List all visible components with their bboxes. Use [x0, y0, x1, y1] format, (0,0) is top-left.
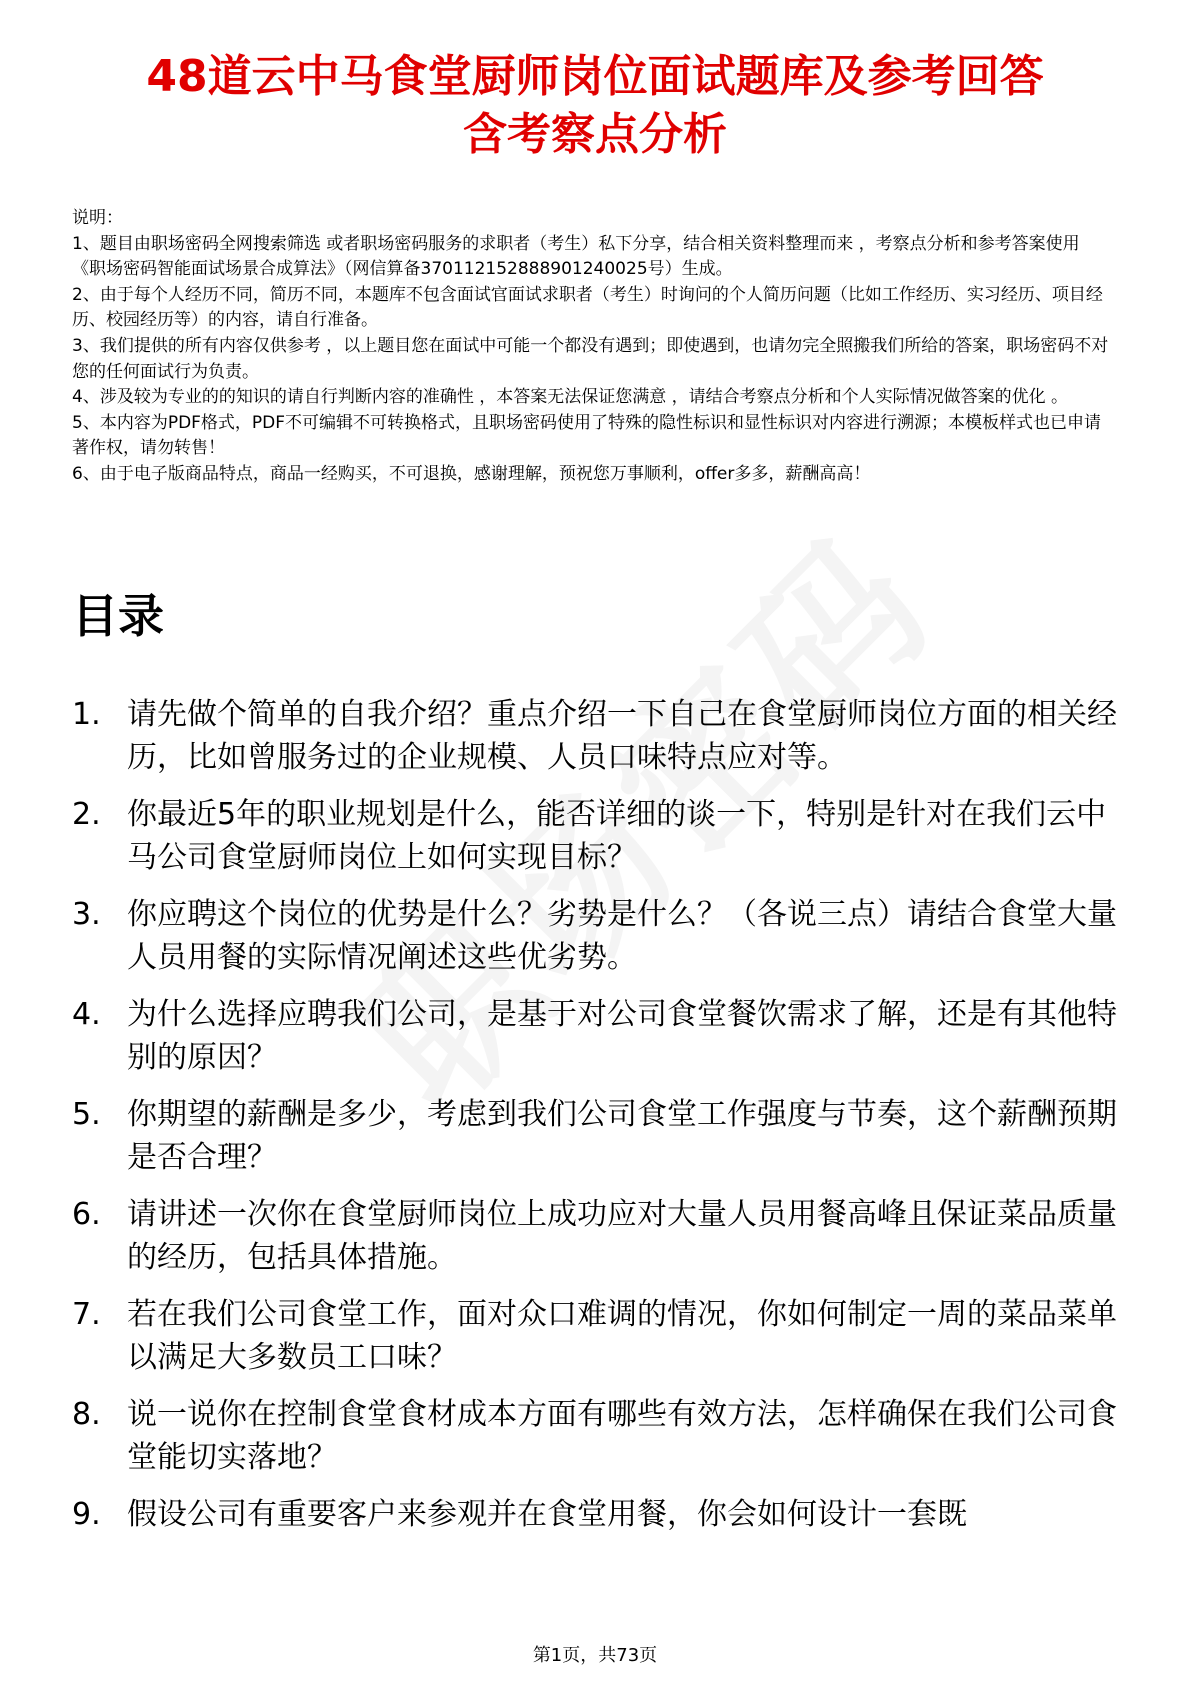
document-title [60, 48, 1130, 164]
toc-item-text: 请讲述一次你在食堂厨师岗位上成功应对大量人员用餐高峰且保证菜品质量的经历，包括具体措施。 [127, 1197, 1117, 1275]
toc-item[interactable] [72, 893, 1122, 979]
notes-heading: 说明： [72, 208, 123, 228]
toc-item[interactable] [72, 793, 1122, 879]
toc-item[interactable] [72, 1093, 1122, 1179]
note-item: 5、本内容为PDF格式，PDF不可编辑不可转换格式，且职场密码使用了特殊的隐性标识和显性标识对内容进行溯源；本模板样式也已申请著作权，请勿转售！ [72, 412, 1102, 459]
toc-item-text: 若在我们公司食堂工作，面对众口难调的情况，你如何制定一周的菜品菜单以满足大多数员工口味？ [127, 1297, 1117, 1375]
toc-item[interactable] [72, 693, 1122, 779]
toc-list [72, 693, 1122, 1550]
toc-item-number: 5. [72, 1097, 101, 1132]
toc-item-number: 1. [72, 697, 101, 732]
toc-item-number: 9. [72, 1497, 101, 1532]
toc-item[interactable] [72, 1393, 1122, 1479]
toc-item-number: 6. [72, 1197, 101, 1232]
toc-item-number: 8. [72, 1397, 101, 1432]
notes-section [72, 206, 1112, 488]
note-item: 2、由于每个人经历不同，简历不同，本题库不包含面试官面试求职者（考生）时询问的个人简历问题（比如工作经历、实习经历、项目经历、校园经历等）的内容，请自行准备。 [72, 284, 1103, 331]
toc-item-number: 3. [72, 897, 101, 932]
toc-item-text: 请先做个简单的自我介绍？重点介绍一下自己在食堂厨师岗位方面的相关经历，比如曾服务过的企业规模、人员口味特点应对等。 [127, 697, 1117, 775]
note-item: 3、我们提供的所有内容仅供参考 ，以上题目您在面试中可能一个都没有遇到；即使遇到，也请勿完全照搬我们所给的答案，职场密码不对您的任何面试行为负责。 [72, 335, 1109, 382]
toc-item[interactable] [72, 1193, 1122, 1279]
page-footer: 第1页，共73页 [532, 1645, 658, 1666]
toc-item-number: 7. [72, 1297, 101, 1332]
title-line-1: 48道云中马食堂厨师岗位面试题库及参考回答 [146, 51, 1044, 102]
toc-item[interactable] [72, 1293, 1122, 1379]
title-line-2: 含考察点分析 [463, 109, 727, 160]
note-item: 1、题目由职场密码全网搜索筛选 或者职场密码服务的求职者（考生）私下分享，结合相关资料整理而来 ，考察点分析和参考答案使用《职场密码智能面试场景合成算法》（网信算备370112152888901240025号）生成。 [72, 233, 1080, 280]
toc-item-text: 为什么选择应聘我们公司，是基于对公司食堂餐饮需求了解，还是有其他特别的原因？ [127, 997, 1117, 1075]
toc-item-number: 4. [72, 997, 101, 1032]
toc-item-text: 你期望的薪酬是多少，考虑到我们公司食堂工作强度与节奏，这个薪酬预期是否合理？ [127, 1097, 1117, 1175]
toc-item[interactable] [72, 993, 1122, 1079]
toc-item[interactable] [72, 1493, 1122, 1536]
toc-heading: 目录 [72, 589, 164, 643]
toc-item-number: 2. [72, 797, 101, 832]
toc-item-text: 假设公司有重要客户来参观并在食堂用餐，你会如何设计一套既 [127, 1497, 967, 1532]
note-item: 4、涉及较为专业的的知识的请自行判断内容的准确性 ，本答案无法保证您满意 ，请结合考察点分析和个人实际情况做答案的优化 。 [72, 387, 1069, 408]
toc-item-text: 你应聘这个岗位的优势是什么？劣势是什么？（各说三点）请结合食堂大量人员用餐的实际情况阐述这些优劣势。 [127, 897, 1117, 975]
note-item: 6、由于电子版商品特点，商品一经购买，不可退换，感谢理解，预祝您万事顺利，offer多多，薪酬高高！ [72, 463, 871, 484]
toc-item-text: 说一说你在控制食堂食材成本方面有哪些有效方法，怎样确保在我们公司食堂能切实落地？ [127, 1397, 1117, 1475]
toc-item-text: 你最近5年的职业规划是什么，能否详细的谈一下，特别是针对在我们云中马公司食堂厨师岗位上如何实现目标？ [127, 797, 1107, 875]
